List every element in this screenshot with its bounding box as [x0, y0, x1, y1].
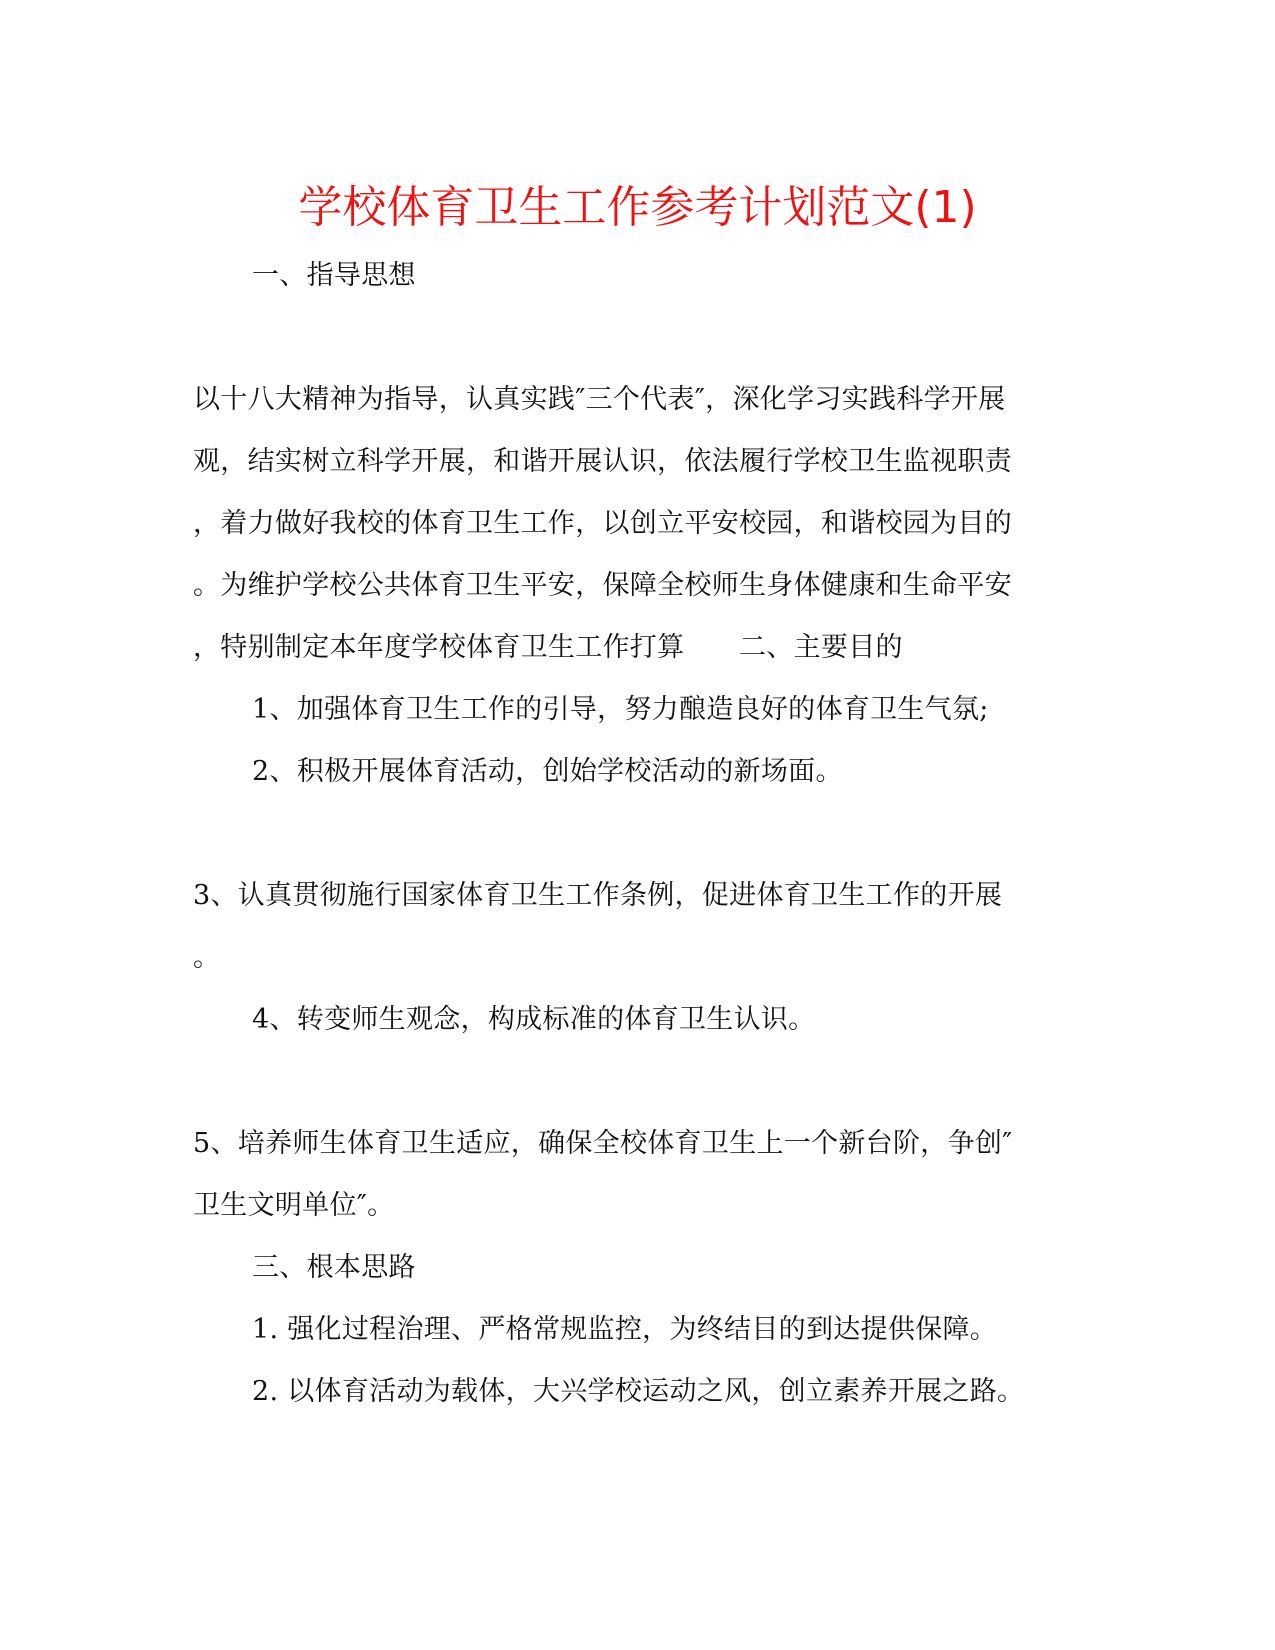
paragraph-line: 卫生文明单位″。	[193, 1190, 395, 1221]
list-item: 5、培养师生体育卫生适应，确保全校体育卫生上一个新台阶，争创″	[193, 1128, 1013, 1159]
list-item: 2、积极开展体育活动，创始学校活动的新场面。	[252, 756, 843, 787]
list-item: 2. 以体育活动为载体，大兴学校运动之风，创立素养开展之路。	[252, 1376, 1025, 1407]
list-item: 1、加强体育卫生工作的引导，努力酿造良好的体育卫生气氛;	[252, 694, 989, 725]
paragraph-line: 以十八大精神为指导，认真实践″三个代表″，深化学习实践科学开展	[193, 384, 1006, 415]
paragraph-line: 。	[193, 942, 221, 973]
paragraph-line: ，特别制定本年度学校体育卫生工作打算 二、主要目的	[193, 632, 903, 663]
section-heading-guiding-ideology: 一、指导思想	[252, 260, 416, 291]
paragraph-line: ，着力做好我校的体育卫生工作，以创立平安校园，和谐校园为目的	[193, 508, 1012, 539]
list-item: 1. 强化过程治理、严格常规监控，为终结目的到达提供保障。	[252, 1314, 998, 1345]
list-item: 4、转变师生观念，构成标准的体育卫生认识。	[252, 1004, 816, 1035]
paragraph-line: 观，结实树立科学开展，和谐开展认识，依法履行学校卫生监视职责	[193, 446, 1012, 477]
list-item: 3、认真贯彻施行国家体育卫生工作条例，促进体育卫生工作的开展	[193, 880, 1003, 911]
section-heading-basic-approach: 三、根本思路	[252, 1252, 416, 1283]
document-title: 学校体育卫生工作参考计划范文(1)	[298, 182, 977, 233]
paragraph-line: 。为维护学校公共体育卫生平安，保障全校师生身体健康和生命平安	[193, 570, 1012, 601]
